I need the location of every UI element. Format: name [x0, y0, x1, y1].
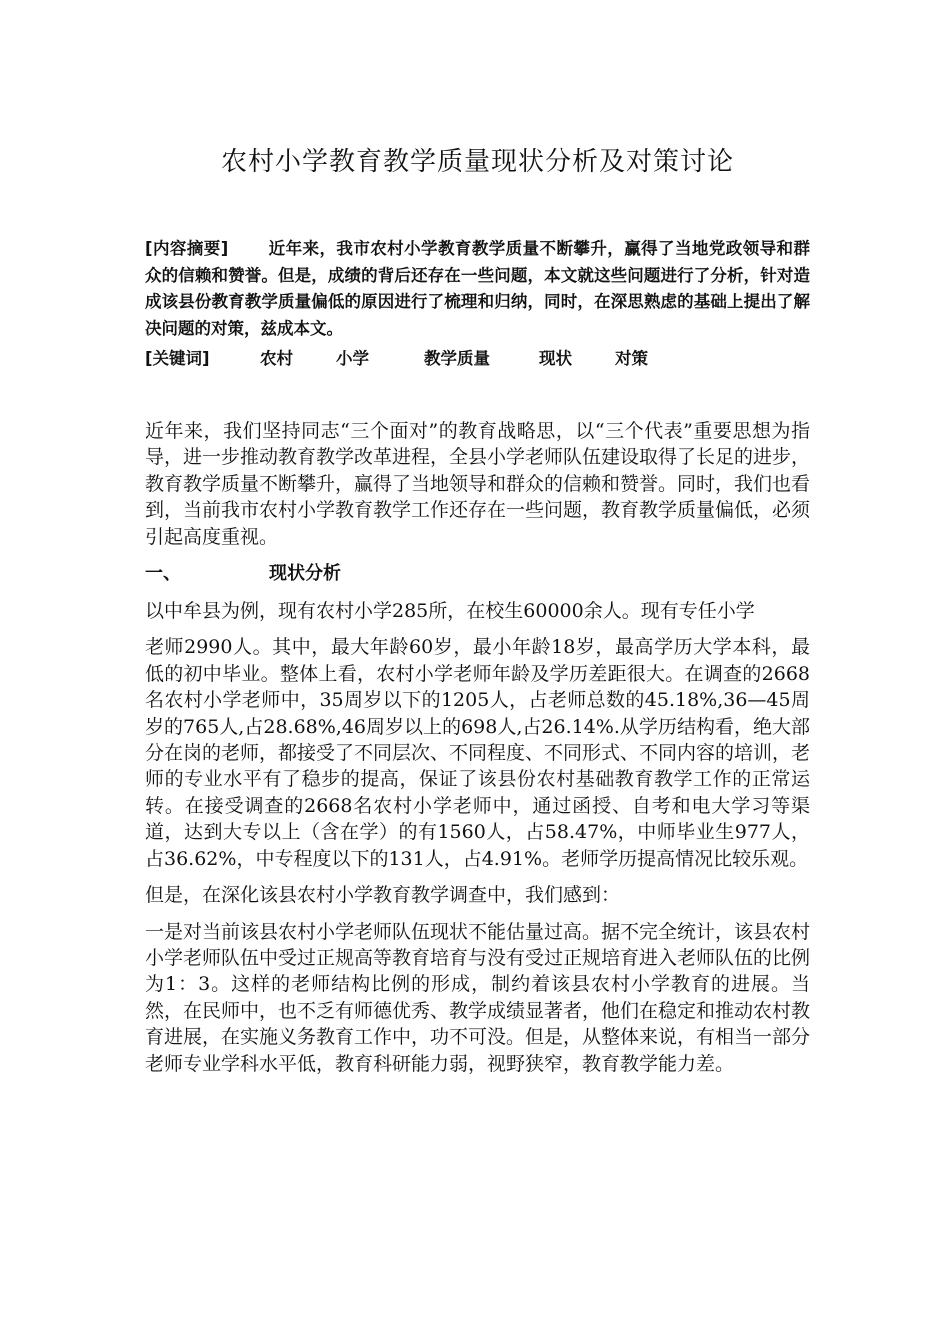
- intro-paragraph: 近年来，我们坚持同志“三个面对”的教育战略思，以“三个代表”重要思想为指导，进一步推动教育教学改革进程，全县小学老师队伍建设取得了长足的进步，教育教学质量不断攀升，赢得了当地领导和群众的信赖和赞誉。同时，我们也看到，当前我市农村小学教育教学工作还存在一些问题，教育教学质量偏低，必须引起高度重视。: [145, 420, 811, 548]
- keywords-label: [关键词]: [145, 349, 210, 368]
- section-number: 一、: [145, 563, 181, 585]
- abstract-text: 近年来，我市农村小学教育教学质量不断攀升，赢得了当地党政领导和群众的信赖和赞誉。但是，成绩的背后还存在一些问题，本文就这些问题进行了分析，针对造成该县份教育教学质量偏低的原因进行了梳理和归纳，同时，在深思熟虑的基础上提出了解决问题的对策，兹成本文。: [145, 239, 810, 338]
- keyword-item: 小学: [336, 349, 369, 368]
- section-heading: [145, 560, 810, 588]
- keyword-item: 现状: [539, 349, 572, 368]
- section-title: 现状分析: [269, 563, 341, 585]
- keyword-item: 教学质量: [424, 349, 490, 368]
- keyword-item: 对策: [615, 349, 648, 368]
- body-paragraph: 老师2990人。其中，最大年龄60岁，最小年龄18岁，最高学历大学本科，最低的初中毕业。整体上看，农村小学老师年龄及学历差距很大。在调查的2668名农村小学老师中，35周岁以下的1205人，占老师总数的45.18%,36—45周岁的765人,占28.68%,46周岁以上的698人,占26.14%.从学历结构看，绝大部分在岗的老师，都接受了不同层次、不同程度、不同形式、不同内容的培训，老师的专业水平有了稳步的提高，保证了该县份农村基础教育教学工作的正常运转。在接受调查的2668名农村小学老师中，通过函授、自考和电大学习等渠道，达到大专以上（含在学）的有1560人，占58.47%，中师毕业生977人，占36.62%，中专程度以下的131人，占4.91%。老师学历提高情况比较乐观。: [145, 636, 811, 870]
- document-body: [145, 418, 810, 1087]
- body-paragraph: 以中牟县为例，现有农村小学285所，在校生60000余人。现有专任小学: [145, 600, 755, 623]
- body-paragraph: 但是，在深化该县农村小学教育教学调查中，我们感到：: [145, 884, 621, 907]
- abstract-label: [内容摘要]: [145, 239, 229, 258]
- abstract-paragraph: [145, 236, 810, 342]
- keywords-line: [145, 346, 810, 372]
- keyword-item: 农村: [260, 349, 293, 368]
- body-paragraph: 一是对当前该县农村小学老师队伍现状不能估量过高。据不完全统计，该县农村小学老师队伍中受过正规高等教育培育与没有受过正规培育进入老师队伍的比例为1：3。这样的老师结构比例的形成，制约着该县农村小学教育的进展。当然，在民师中，也不乏有师德优秀、教学成绩显著者，他们在稳定和推动农村教育进展，在实施义务教育工作中，功不可没。但是，从整体来说，有相当一部分老师专业学科水平低，教育科研能力弱，视野狭窄，教育教学能力差。: [145, 920, 811, 1075]
- document-title: 农村小学教育教学质量现状分析及对策讨论: [220, 147, 734, 177]
